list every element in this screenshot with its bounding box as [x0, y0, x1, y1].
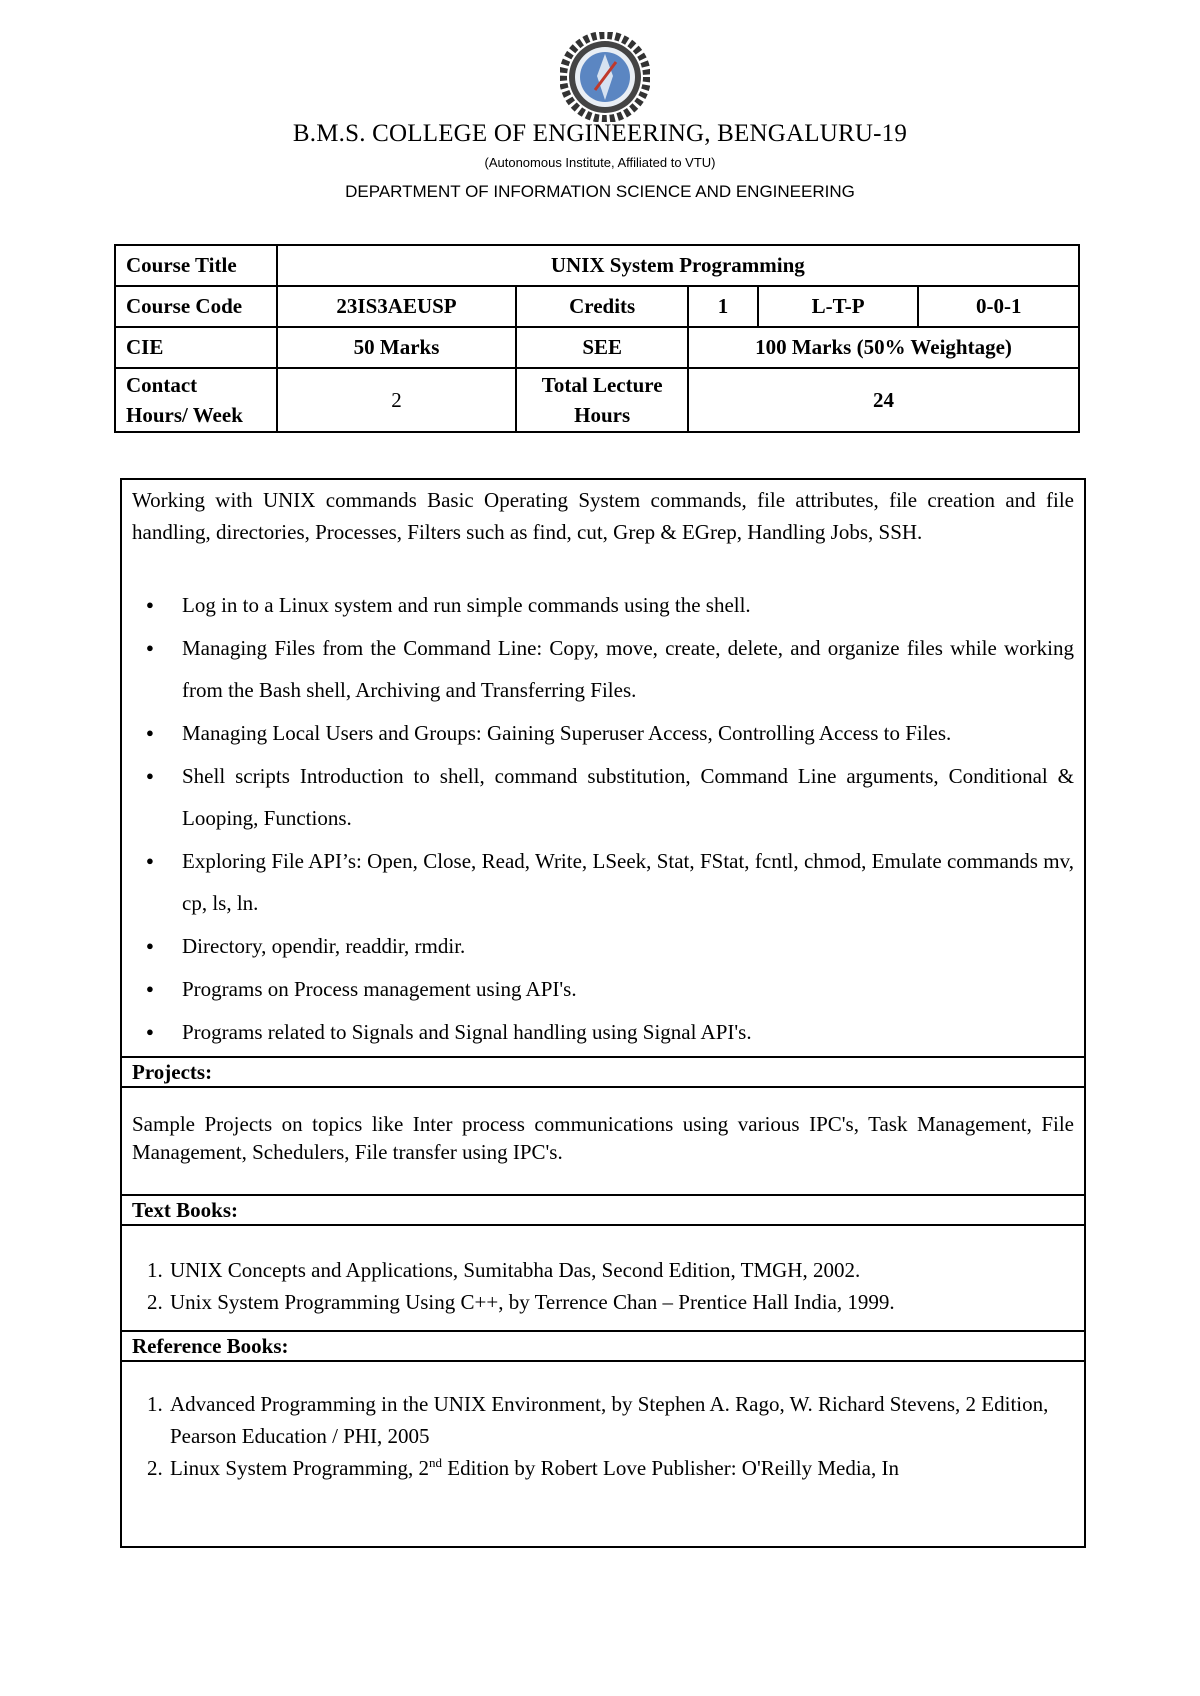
ltp-label: L-T-P	[758, 286, 919, 327]
course-title-value: UNIX System Programming	[277, 245, 1079, 286]
college-logo	[560, 32, 650, 122]
text-books-section	[122, 1254, 1084, 1318]
divider	[122, 1360, 1084, 1362]
divider	[122, 1224, 1084, 1226]
divider	[122, 1086, 1084, 1088]
contact-hours-label	[115, 368, 277, 432]
text-books-heading: Text Books:	[132, 1198, 238, 1222]
course-code-label: Course Code	[115, 286, 277, 327]
cie-value: 50 Marks	[277, 327, 517, 368]
syllabus-topic: ● Managing Files from the Command Line: Copy, move, create, delete, and organize files while working from the Bash shell, Archiving and Transferring Files.	[182, 627, 1074, 711]
contact-hours-row	[115, 368, 1079, 432]
syllabus-topic-list	[122, 584, 1084, 1054]
projects-text: Sample Projects on topics like Inter process communications using various IPC's, Task Management, File Management, Schedulers, File transfer using IPC's.	[132, 1112, 1074, 1164]
edition-superscript: nd	[429, 1455, 442, 1470]
course-code-value: 23IS3AEUSP	[277, 286, 517, 327]
department-name: DEPARTMENT OF INFORMATION SCIENCE AND ENGINEERING	[345, 182, 855, 201]
syllabus-topic: ● Programs on Process management using API's.	[182, 968, 1074, 1010]
see-value: 100 Marks (50% Weightage)	[688, 327, 1079, 368]
syllabus-intro: Working with UNIX commands Basic Operating System commands, file attributes, file creation and file handling, directories, Processes, Filters such as find, cut, Grep & EGrep, Handling Jobs, SSH.	[132, 488, 1074, 544]
reference-books-list	[122, 1388, 1084, 1484]
lecture-hours-label	[516, 368, 688, 432]
syllabus-topic: ● Shell scripts Introduction to shell, command substitution, Command Line arguments, Conditional & Looping, Functions.	[182, 755, 1074, 839]
lecture-label-line1: Total Lecture	[541, 372, 663, 397]
cie-label: CIE	[115, 327, 277, 368]
reference-book-item: 1. Advanced Programming in the UNIX Environment, by Stephen A. Rago, W. Richard Stevens, 2 Edition, Pearson Education / PHI, 2005	[168, 1388, 1074, 1452]
course-title-label: Course Title	[115, 245, 277, 286]
contact-hours-value: 2	[277, 368, 517, 432]
credits-label: Credits	[516, 286, 688, 327]
cie-row	[115, 327, 1079, 368]
reference-book-item	[168, 1452, 1074, 1484]
syllabus-topic: ● Log in to a Linux system and run simple commands using the shell.	[182, 584, 1074, 626]
credits-value: 1	[688, 286, 758, 327]
course-code-row	[115, 286, 1079, 327]
lecture-label-line2: Hours	[574, 403, 631, 427]
lecture-hours-value: 24	[688, 368, 1079, 432]
reference-book-text-rest: Edition by Robert Love Publisher: O'Reilly Media, In	[442, 1456, 899, 1480]
text-book-item: 1. UNIX Concepts and Applications, Sumitabha Das, Second Edition, TMGH, 2002.	[168, 1254, 1074, 1286]
reference-book-text: Linux System Programming, 2	[170, 1456, 429, 1480]
contact-label-line2: Hours/ Week	[126, 403, 243, 427]
syllabus-topic: ● Programs related to Signals and Signal handling using Signal API's.	[182, 1011, 1074, 1053]
reference-books-heading: Reference Books:	[132, 1334, 289, 1358]
syllabus-topic: ● Directory, opendir, readdir, rmdir.	[182, 925, 1074, 967]
contact-label-line1: Contact	[126, 372, 198, 397]
syllabus-topic: ● Exploring File API’s: Open, Close, Read, Write, LSeek, Stat, FStat, fcntl, chmod, Emulate commands mv, cp, ls, ln.	[182, 840, 1074, 924]
syllabus-box	[120, 478, 1086, 1548]
course-title-row	[115, 245, 1079, 286]
ltp-value: 0-0-1	[918, 286, 1079, 327]
syllabus-topic: ● Managing Local Users and Groups: Gaining Superuser Access, Controlling Access to Files.	[182, 712, 1074, 754]
text-book-item: 2. Unix System Programming Using C++, by Terrence Chan – Prentice Hall India, 1999.	[168, 1286, 1074, 1318]
see-label: SEE	[516, 327, 688, 368]
affiliation-note: (Autonomous Institute, Affiliated to VTU)	[484, 155, 716, 170]
projects-heading: Projects:	[132, 1060, 213, 1084]
course-info-table	[114, 244, 1080, 433]
college-name: B.M.S. COLLEGE OF ENGINEERING, BENGALURU-19	[292, 120, 908, 147]
reference-books-section	[122, 1388, 1084, 1484]
text-books-list	[122, 1254, 1084, 1318]
